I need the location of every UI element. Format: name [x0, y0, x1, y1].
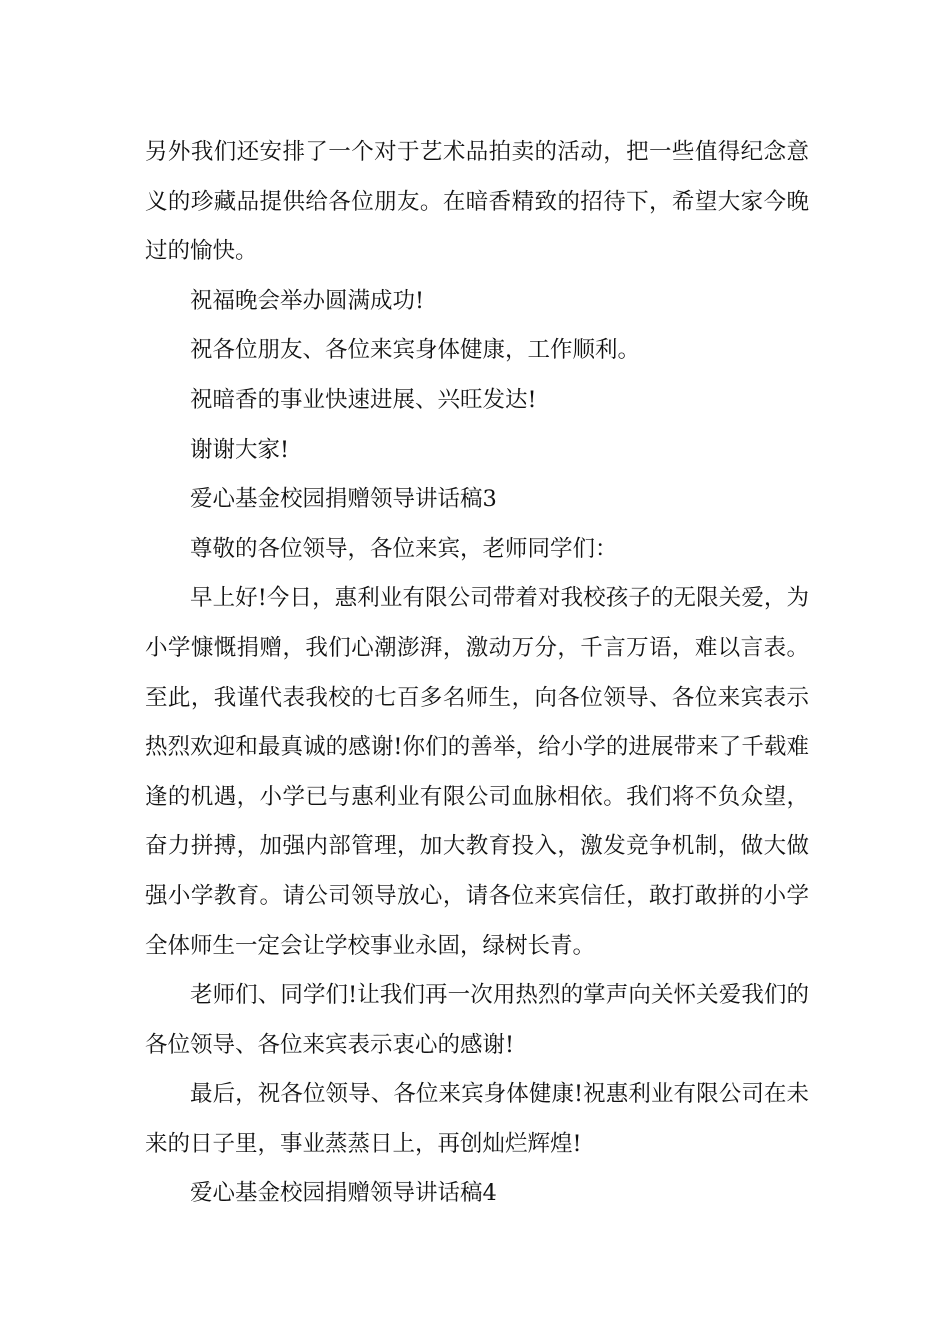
paragraph-wish-health: 祝各位朋友、各位来宾身体健康，工作顺利。: [190, 337, 641, 364]
paragraph-wish-business: 祝暗香的事业快速进展、兴旺发达!: [190, 386, 537, 413]
paragraph-continuation: 另外我们还安排了一个对于艺术品拍卖的活动，把一些值得纪念意义的珍藏品提供给各位朋友。在暗香精致的招待下，希望大家今晚过的愉快。: [145, 139, 809, 265]
paragraph-closing-wish: 最后，祝各位领导、各位来宾身体健康!祝惠利业有限公司在未来的日子里，事业蒸蒸日上，再创灿烂辉煌!: [145, 1081, 809, 1157]
document-body: [145, 128, 809, 1219]
paragraph-applause: 老师们、同学们!让我们再一次用热烈的掌声向关怀关爱我们的各位领导、各位来宾表示衷心的感谢!: [145, 982, 809, 1058]
section-heading-3: 爱心基金校园捐赠领导讲话稿3: [190, 486, 497, 513]
paragraph-thanks: 谢谢大家!: [190, 436, 290, 463]
paragraph-wish-success: 祝福晚会举办圆满成功!: [190, 287, 425, 314]
paragraph-speech-body: 早上好!今日，惠利业有限公司带着对我校孩子的无限关爱，为小学慷慨捐赠，我们心潮澎湃，激动万分，千言万语，难以言表。至此，我谨代表我校的七百多名师生，向各位领导、各位来宾表示热烈欢迎和最真诚的感谢!你们的善举，给小学的进展带来了千载难逢的机遇，小学已与惠利业有限公司血脉相依。我们将不负众望，奋力拼搏，加强内部管理，加大教育投入，激发竞争机制，做大做强小学教育。请公司领导放心，请各位来宾信任，敢打敢拼的小学全体师生一定会让学校事业永固，绿树长青。: [145, 585, 809, 959]
section-heading-4: 爱心基金校园捐赠领导讲话稿4: [190, 1180, 497, 1207]
paragraph-salutation: 尊敬的各位领导，各位来宾，老师同学们：: [190, 535, 618, 562]
